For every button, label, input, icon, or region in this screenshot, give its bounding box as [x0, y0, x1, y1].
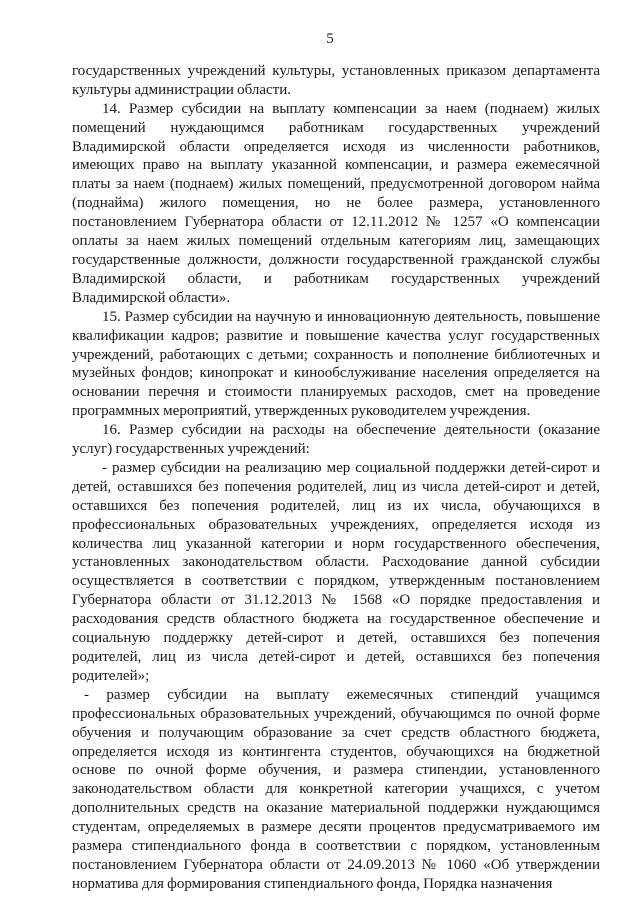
paragraph-continuation: государственных учреждений культуры, установленных приказом департамента культуры администрации области. — [72, 62, 600, 98]
paragraph-16: 16. Размер субсидии на расходы на обеспечение деятельности (оказание услуг) государственных учреждений: — [72, 422, 600, 458]
page-number: 5 — [326, 31, 334, 47]
list-item-orphans-subsidy: - размер субсидии на реализацию мер социальной поддержки детей-сирот и детей, оставшихся без попечения родителей, лиц из числа детей-сирот и детей, оставшихся без попечения родителей, лиц из их числа, обучающихся в профессиональных образовательных учреждениях, определяется исходя из количества лиц указанной категории и норм государственного обеспечения, установленных законодательством области. Расходование данной субсидии осуществляется в соответствии с порядком, утвержденным постановлением Губернатора области от 31.12.2013 № 1568 «О порядке предоставления и расходования средств областного бюджета на государственное обеспечение и социальную поддержку детей-сирот и детей, оставшихся без попечения родителей, лиц из числа детей-сирот и детей, оставшихся без попечения родителей»; — [72, 459, 600, 684]
paragraph-15: 15. Размер субсидии на научную и инновационную деятельность, повышение квалификации кадров; развитие и повышение качества услуг государственных учреждений, работающих с детьми; сохранность и пополнение библиотечных и музейных фондов; кинопрокат и кинообслуживание населения определяется на основании перечня и стоимости планируемых расходов, смет на проведение программных мероприятий, утвержденных руководителем учреждения. — [72, 308, 600, 420]
paragraph-14: 14. Размер субсидии на выплату компенсации за наем (поднаем) жилых помещений нуждающимся работникам государственных учреждений Владимирской области определяется исходя из численности работников, имеющих право на выплату указанной компенсации, и размера ежемесячной платы за наем (поднаем) жилых помещений, предусмотренной договором найма (поднайма) жилого помещения, но не более размера, установленного постановлением Губернатора области от 12.11.2012 № 1257 «О компенсации оплаты за наем жилых помещений отдельным категориям лиц, замещающих государственные должности, должности государственной гражданской службы Владимирской области, и работникам государственных учреждений Владимирской области». — [72, 100, 600, 306]
list-item-stipend-subsidy: - размер субсидии на выплату ежемесячных стипендий учащимся профессиональных образовательных учреждений, обучающимся по очной форме обучения и получающим образование за счет средств областного бюджета, определяется исходя из контингента студентов, обучающихся на бюджетной основе по очной форме обучения, и размера стипендии, установленного законодательством области для конкретной категории учащихся, с учетом дополнительных средств на оказание материальной поддержки нуждающимся студентам, определяемых в размере десяти процентов предусматриваемого им размера стипендиального фонда в соответствии с порядком, установленным постановлением Губернатора области от 24.09.2013 № 1060 «Об утверждении норматива для формирования стипендиального фонда, Порядка назначения — [72, 686, 600, 892]
